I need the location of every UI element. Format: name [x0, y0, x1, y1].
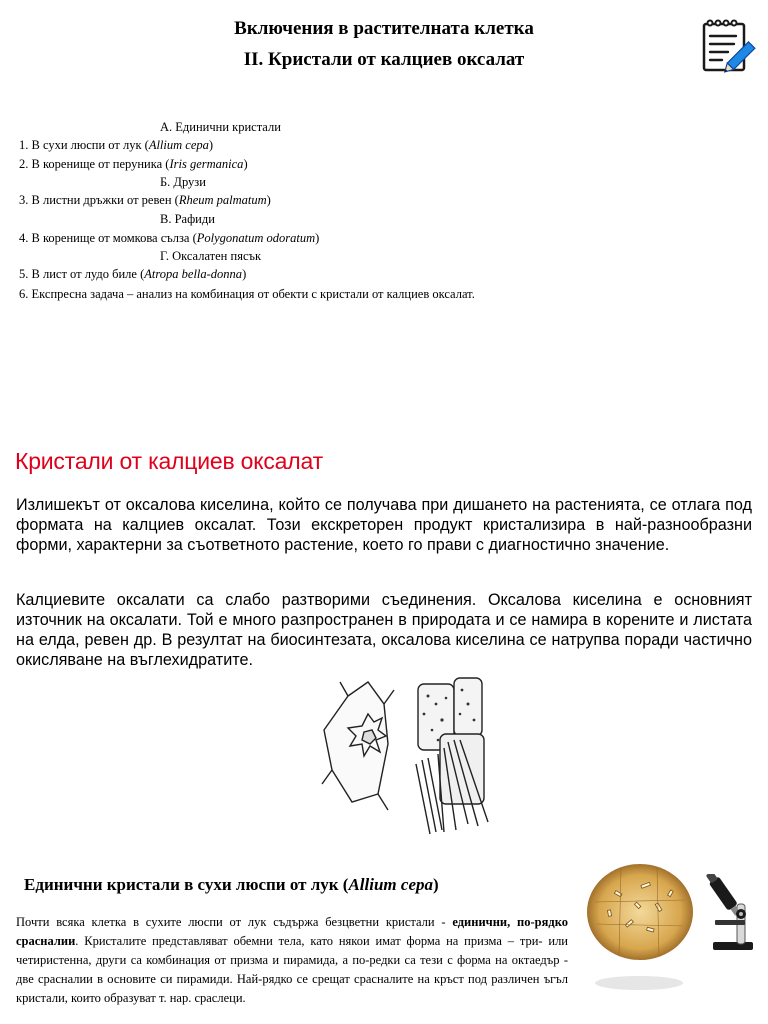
- section-heading: Кристали от калциев оксалат: [15, 448, 323, 474]
- photo-shadow: [593, 972, 685, 994]
- toc-heading-g: Г. Оксалатен пясък: [160, 249, 262, 263]
- toc-item-4: 4. В коренище от момкова сълза (Polygonatum odoratum): [19, 231, 320, 245]
- toc-item-3: 3. В листни дръжки от ревен (Rheum palmatum): [19, 193, 271, 207]
- toc-item-1: 1. В сухи люспи от лук (Allium cepa): [19, 138, 214, 152]
- toc-item-2: 2. В коренище от перуника (Iris germanica): [19, 157, 248, 171]
- toc-heading-v: В. Рафиди: [160, 212, 215, 226]
- toc-item-5: 5. В лист от лудо биле (Atropa bella-donna): [19, 267, 247, 281]
- toc-heading-b: Б. Друзи: [160, 175, 206, 189]
- page-title: Включения в растителната клетка: [234, 18, 534, 39]
- toc-heading-a: А. Единични кристали: [160, 120, 281, 134]
- onion-paragraph: Почти всяка клетка в сухите люспи от лук съдържа безцветни кристали - единични, по-рядко срасналии. Кристалите представляват обемни тела, като някои имат форма на призма – три- или четиристенна, други са комбинация от призма и пирамида, а по-редки са тези с форма на октаедър - две срасналии в основите си пирамиди. Най-рядко се срещат срасналите на кръст под различен ъгъл кристали, които образуват т. нар. сраслеци.: [16, 915, 568, 1005]
- microscope-photo: [585, 862, 695, 962]
- toc-item-6: 6. Експресна задача – анализ на комбинация от обекти с кристали от калциев оксалат.: [19, 287, 475, 301]
- onion-section-title: Единични кристали в сухи люспи от лук (Allium cepa): [24, 875, 439, 894]
- notebook-pencil-icon: [696, 18, 762, 74]
- microscope-icon: [703, 874, 759, 952]
- oxalate-paragraph: Калциевите оксалати са слабо разтворими съединения. Оксалова киселина е основният източник на оксалати. Той е много разпространен в природата и се намира в корените и листата на елда, ревен др. В резултат на биосинтезата, оксалова киселина се натрупва поради частично окисляване на въглехидратите.: [16, 591, 752, 669]
- page-subtitle: II. Кристали от калциев оксалат: [243, 49, 525, 70]
- crystal-drawing: [318, 674, 494, 836]
- intro-paragraph: Излишекът от оксалова киселина, който се получава при дишането на растенията, се отлага под формата на калциев оксалат. Този екскреторен продукт кристализира в най-разнообразни форми, характерни за съответното растение, което го прави с диагностично значение.: [16, 496, 752, 554]
